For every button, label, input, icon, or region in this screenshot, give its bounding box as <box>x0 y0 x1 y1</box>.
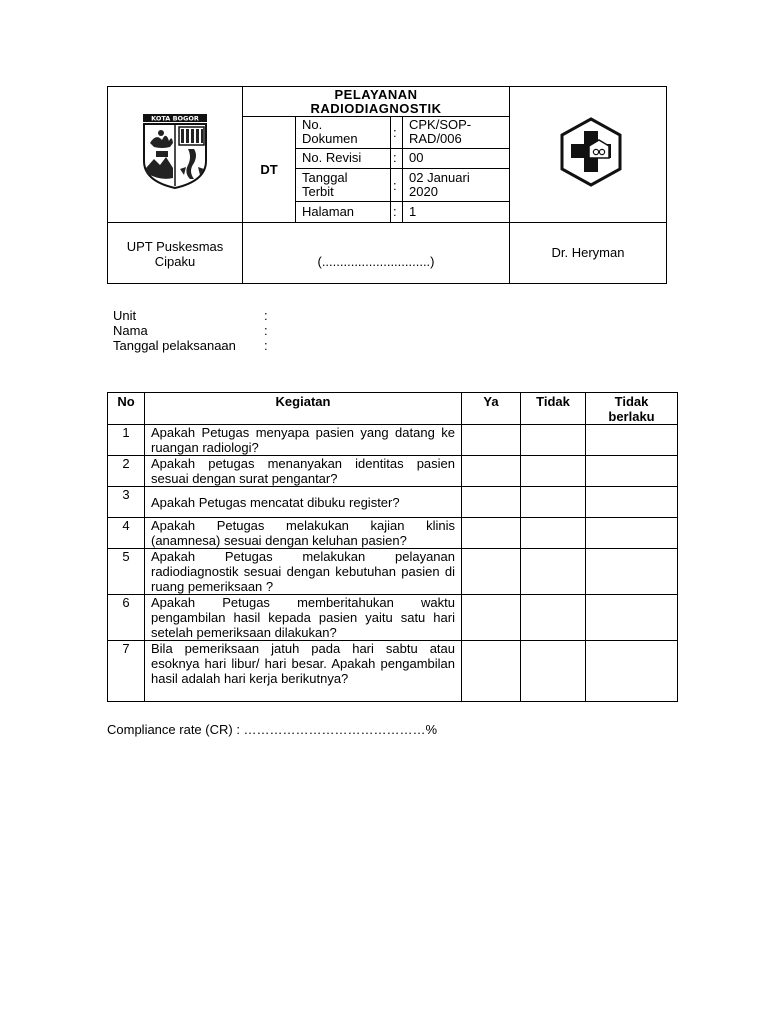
organization-name: UPT Puskesmas Cipaku <box>126 239 224 269</box>
header-tidak-berlaku: Tidak berlaku <box>586 393 678 425</box>
divider <box>402 116 403 222</box>
compliance-rate: Compliance rate (CR) : ……………………………………% <box>107 722 438 737</box>
table-row <box>108 487 678 518</box>
row-number: 5 <box>108 549 145 595</box>
row-number: 3 <box>108 487 145 518</box>
separator: : <box>264 323 268 338</box>
row-activity: Apakah petugas menanyakan identitas pasien sesuai dengan surat pengantar? <box>145 456 462 487</box>
row-activity: Apakah Petugas menyapa pasien yang datang ke ruangan radiologi? <box>145 425 462 456</box>
header-no: No <box>108 393 145 425</box>
tidak-cell[interactable] <box>521 641 586 702</box>
document-code: DT <box>260 162 278 177</box>
separator: : <box>393 178 397 193</box>
table-row <box>108 456 678 487</box>
separator: : <box>393 125 397 140</box>
row-number: 2 <box>108 456 145 487</box>
divider <box>108 222 666 223</box>
ya-cell[interactable] <box>462 549 521 595</box>
tidak-cell[interactable] <box>521 425 586 456</box>
row-number: 6 <box>108 595 145 641</box>
issue-date-value: 02 Januari 2020 <box>409 170 470 199</box>
separator: : <box>393 150 397 165</box>
divider <box>295 168 509 169</box>
tidak-berlaku-cell[interactable] <box>586 549 678 595</box>
ya-cell[interactable] <box>462 641 521 702</box>
tidak-berlaku-cell[interactable] <box>586 595 678 641</box>
page-label: Halaman <box>302 204 355 219</box>
tidak-berlaku-cell[interactable] <box>586 518 678 549</box>
table-row <box>108 549 678 595</box>
tidak-berlaku-cell[interactable] <box>586 641 678 702</box>
meta-label: Tanggal pelaksanaan <box>113 338 236 353</box>
crest-label: KOTA BOGOR <box>151 114 199 123</box>
table-row <box>108 641 678 702</box>
table-row <box>108 595 678 641</box>
table-row <box>108 425 678 456</box>
divider <box>295 116 296 222</box>
head-name: Dr. Heryman <box>551 245 625 260</box>
document-header <box>107 86 667 284</box>
tidak-berlaku-cell[interactable] <box>586 425 678 456</box>
doc-number-label: No. Dokumen <box>302 117 358 146</box>
tidak-berlaku-cell[interactable] <box>586 487 678 518</box>
row-number: 7 <box>108 641 145 702</box>
revision-label: No. Revisi <box>302 150 362 165</box>
separator: : <box>264 308 268 323</box>
checklist-table <box>107 392 678 702</box>
row-number: 4 <box>108 518 145 549</box>
row-activity: Bila pemeriksaan jatuh pada hari sabtu atau esoknya hari libur/ hari besar. Apakah pengambilan hasil adalah hari kerja berikutnya? <box>145 641 462 702</box>
puskesmas-logo <box>555 116 627 188</box>
separator: : <box>264 338 268 353</box>
ya-cell[interactable] <box>462 487 521 518</box>
row-activity: Apakah Petugas memberitahukan waktu pengambilan hasil kepada pasien yaitu satu hari setelah pemeriksaan dilakukan? <box>145 595 462 641</box>
signature-placeholder: (..............................) <box>317 254 435 269</box>
divider <box>295 148 509 149</box>
tidak-cell[interactable] <box>521 549 586 595</box>
meta-label: Nama <box>113 323 148 338</box>
tidak-berlaku-cell[interactable] <box>586 456 678 487</box>
tidak-cell[interactable] <box>521 487 586 518</box>
divider <box>295 201 509 202</box>
row-activity: Apakah Petugas melakukan pelayanan radiodiagnostik sesuai dengan kebutuhan pasien di ruang pemeriksaan ? <box>145 549 462 595</box>
ya-cell[interactable] <box>462 595 521 641</box>
header-kegiatan: Kegiatan <box>145 393 462 425</box>
table-header-row <box>108 393 678 425</box>
tidak-cell[interactable] <box>521 595 586 641</box>
table-row <box>108 518 678 549</box>
ya-cell[interactable] <box>462 518 521 549</box>
kota-bogor-crest <box>142 113 208 189</box>
divider <box>390 116 391 222</box>
ya-cell[interactable] <box>462 425 521 456</box>
issue-date-label: Tanggal Terbit <box>302 170 348 199</box>
tidak-cell[interactable] <box>521 518 586 549</box>
page-value: 1 <box>409 204 417 219</box>
header-ya: Ya <box>462 393 521 425</box>
doc-number-value: CPK/SOP- RAD/006 <box>409 117 472 146</box>
revision-value: 00 <box>409 150 424 165</box>
row-activity: Apakah Petugas mencatat dibuku register? <box>145 487 462 518</box>
header-tidak: Tidak <box>521 393 586 425</box>
tidak-cell[interactable] <box>521 456 586 487</box>
row-activity: Apakah Petugas melakukan kajian klinis (anamnesa) sesuai dengan keluhan pasien? <box>145 518 462 549</box>
document-title: PELAYANAN RADIODIAGNOSTIK <box>310 87 442 116</box>
ya-cell[interactable] <box>462 456 521 487</box>
separator: : <box>393 204 397 219</box>
row-number: 1 <box>108 425 145 456</box>
meta-label: Unit <box>113 308 137 323</box>
